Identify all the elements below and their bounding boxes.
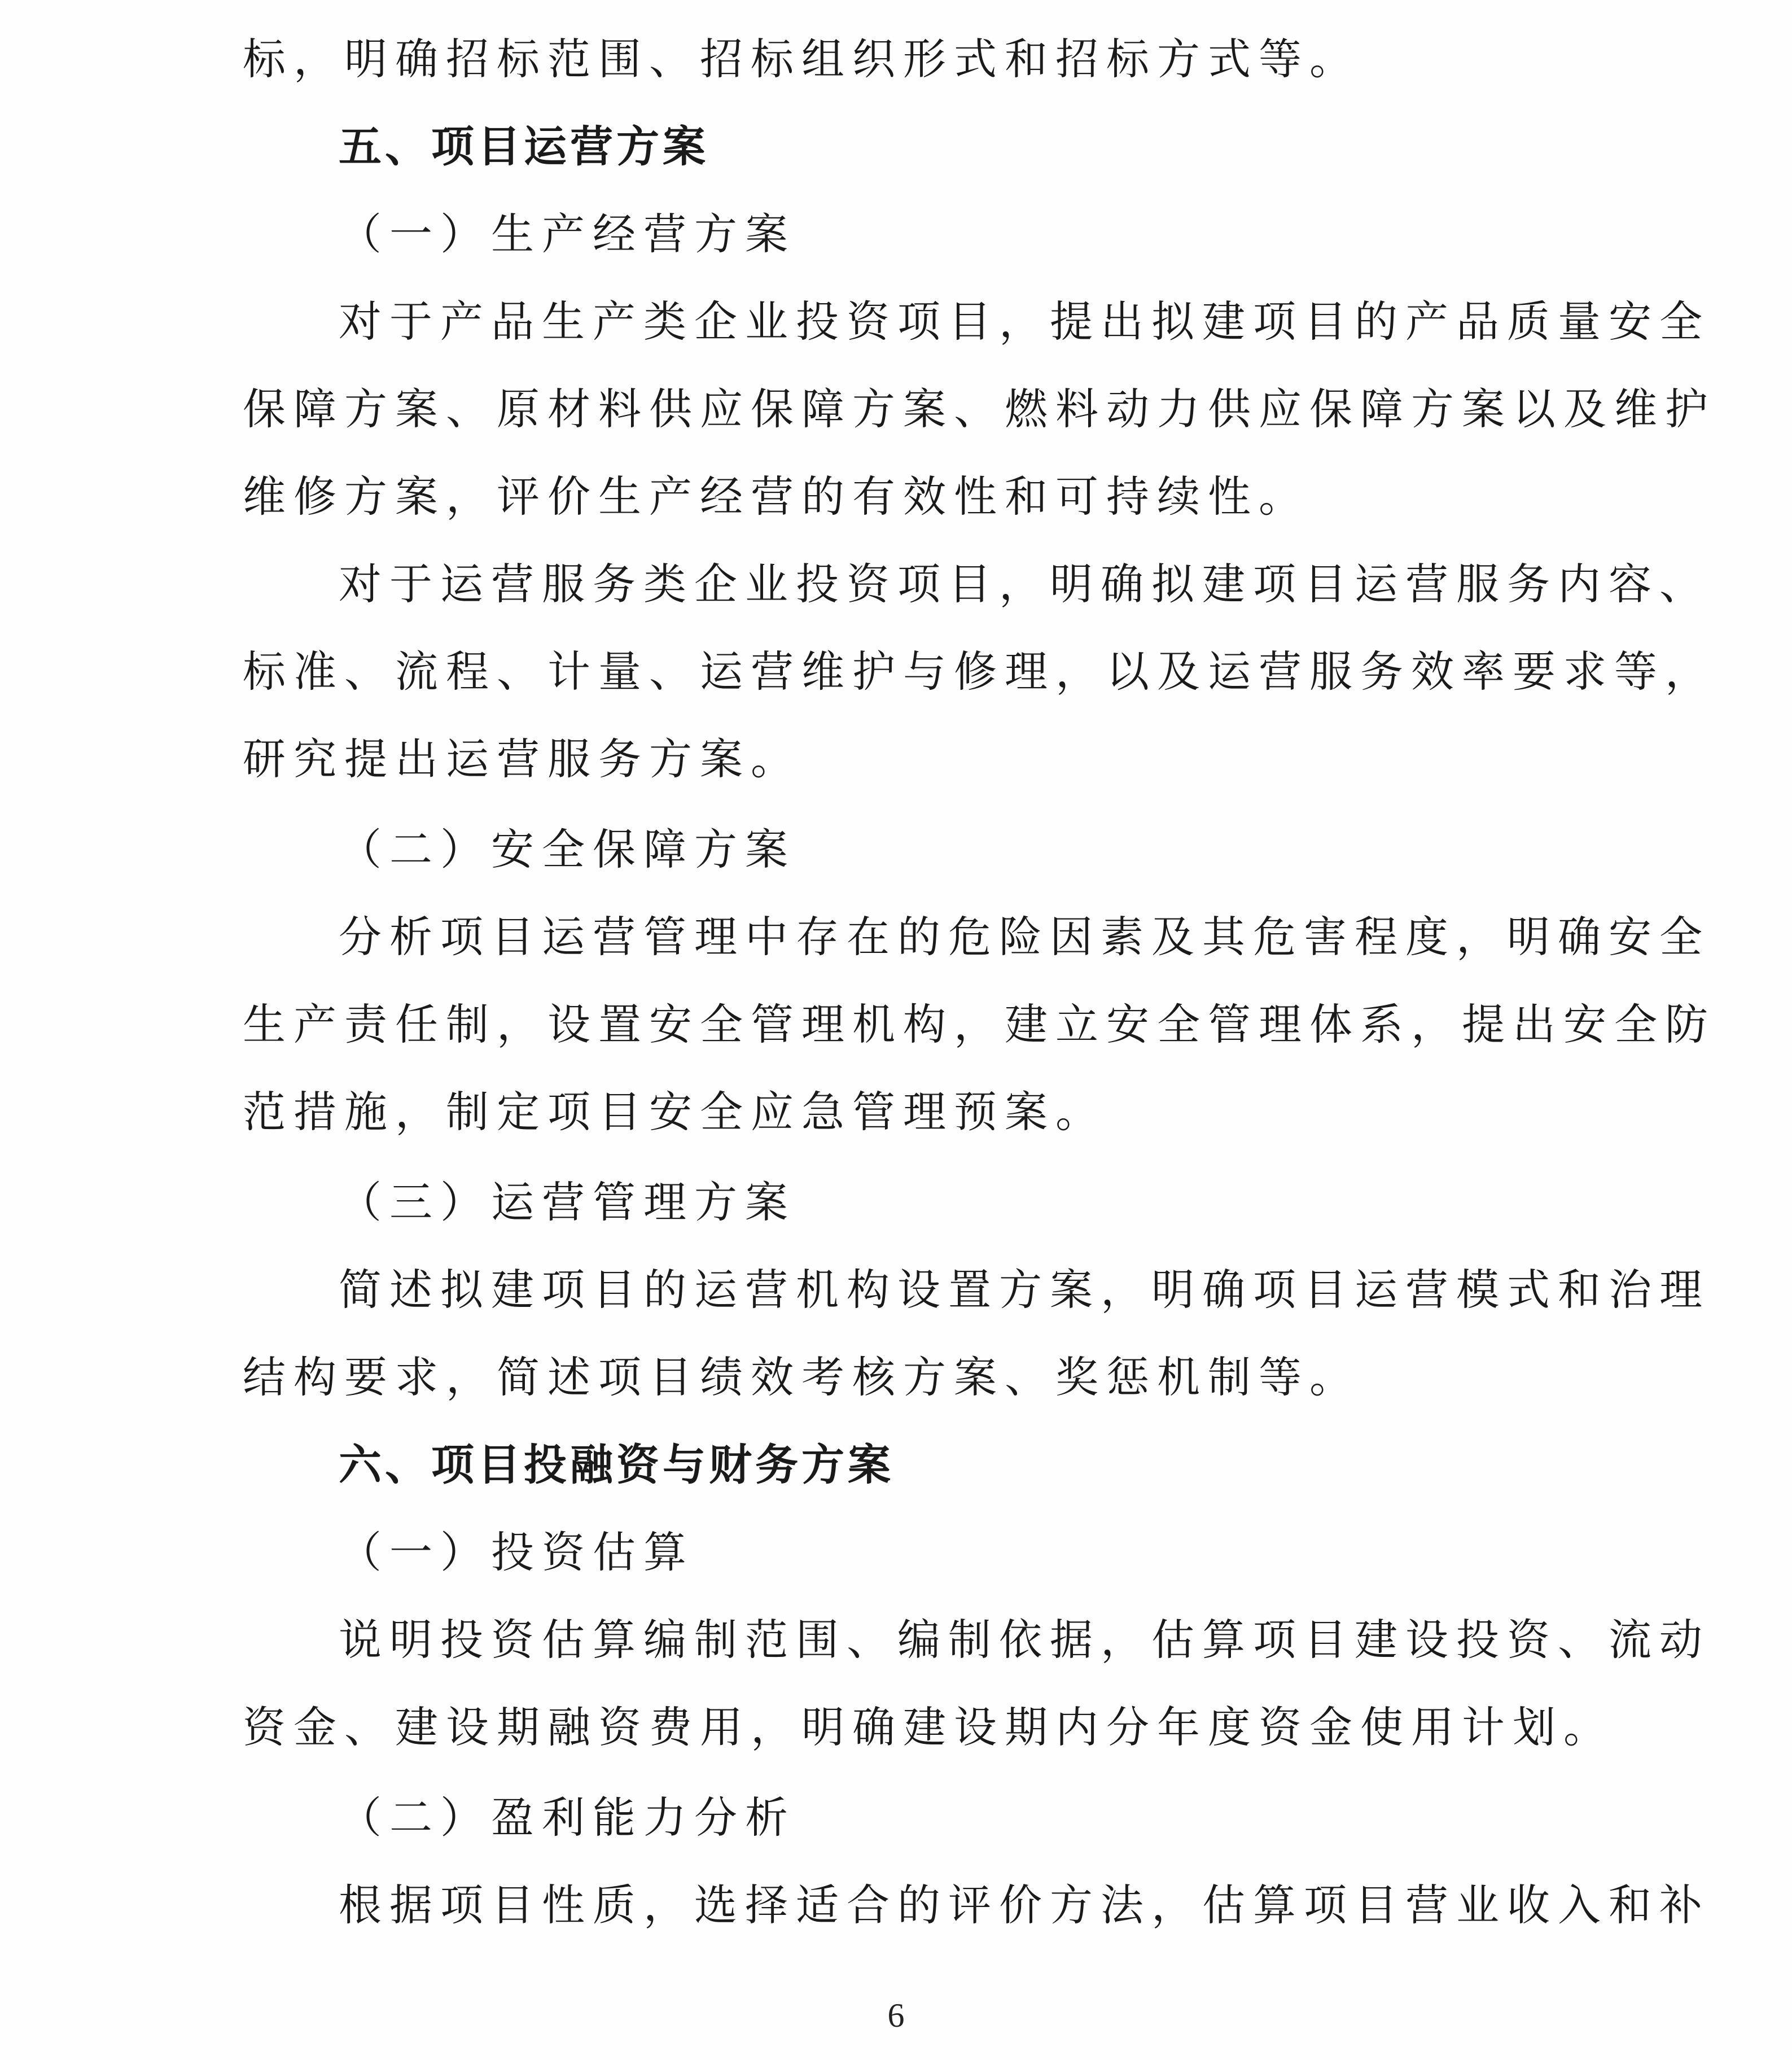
section-heading: 五、项目运营方案	[339, 121, 709, 172]
body-text-line: 研究提出运营服务方案。	[243, 734, 801, 784]
section-heading: 六、项目投融资与财务方案	[339, 1440, 894, 1490]
body-text-line: 范措施，制定项目安全应急管理预案。	[243, 1087, 1106, 1137]
paragraph-first-line: 分析项目运营管理中存在的危险因素及其危害程度，明确安全	[339, 912, 1710, 962]
body-text-line: 保障方案、原材料供应保障方案、燃料动力供应保障方案以及维护	[243, 384, 1716, 434]
body-text-line: 资金、建设期融资费用，明确建设期内分年度资金使用计划。	[243, 1702, 1614, 1752]
subsection-heading: （一）投资估算	[339, 1527, 694, 1577]
subsection-heading: （二）盈利能力分析	[339, 1792, 796, 1843]
body-text-line: 结构要求，简述项目绩效考核方案、奖惩机制等。	[243, 1352, 1360, 1402]
page-number: 6	[887, 1997, 905, 2034]
subsection-heading: （二）安全保障方案	[339, 824, 796, 874]
body-text-line: 维修方案，评价生产经营的有效性和可持续性。	[243, 471, 1309, 522]
paragraph-first-line: 说明投资估算编制范围、编制依据，估算项目建设投资、流动	[339, 1615, 1710, 1665]
paragraph-first-line: 根据项目性质，选择适合的评价方法，估算项目营业收入和补	[339, 1880, 1710, 1930]
subsection-heading: （三）运营管理方案	[339, 1177, 796, 1227]
body-text-line: 生产责任制，设置安全管理机构，建立安全管理体系，提出安全防	[243, 999, 1716, 1049]
body-text-line: 标，明确招标范围、招标组织形式和招标方式等。	[243, 34, 1360, 84]
paragraph-first-line: 对于产品生产类企业投资项目，提出拟建项目的产品质量安全	[339, 296, 1710, 347]
subsection-heading: （一）生产经营方案	[339, 209, 796, 259]
paragraph-first-line: 对于运营服务类企业投资项目，明确拟建项目运营服务内容、	[339, 559, 1710, 609]
paragraph-first-line: 简述拟建项目的运营机构设置方案，明确项目运营模式和治理	[339, 1265, 1710, 1315]
body-text-line: 标准、流程、计量、运营维护与修理，以及运营服务效率要求等，	[243, 646, 1716, 697]
